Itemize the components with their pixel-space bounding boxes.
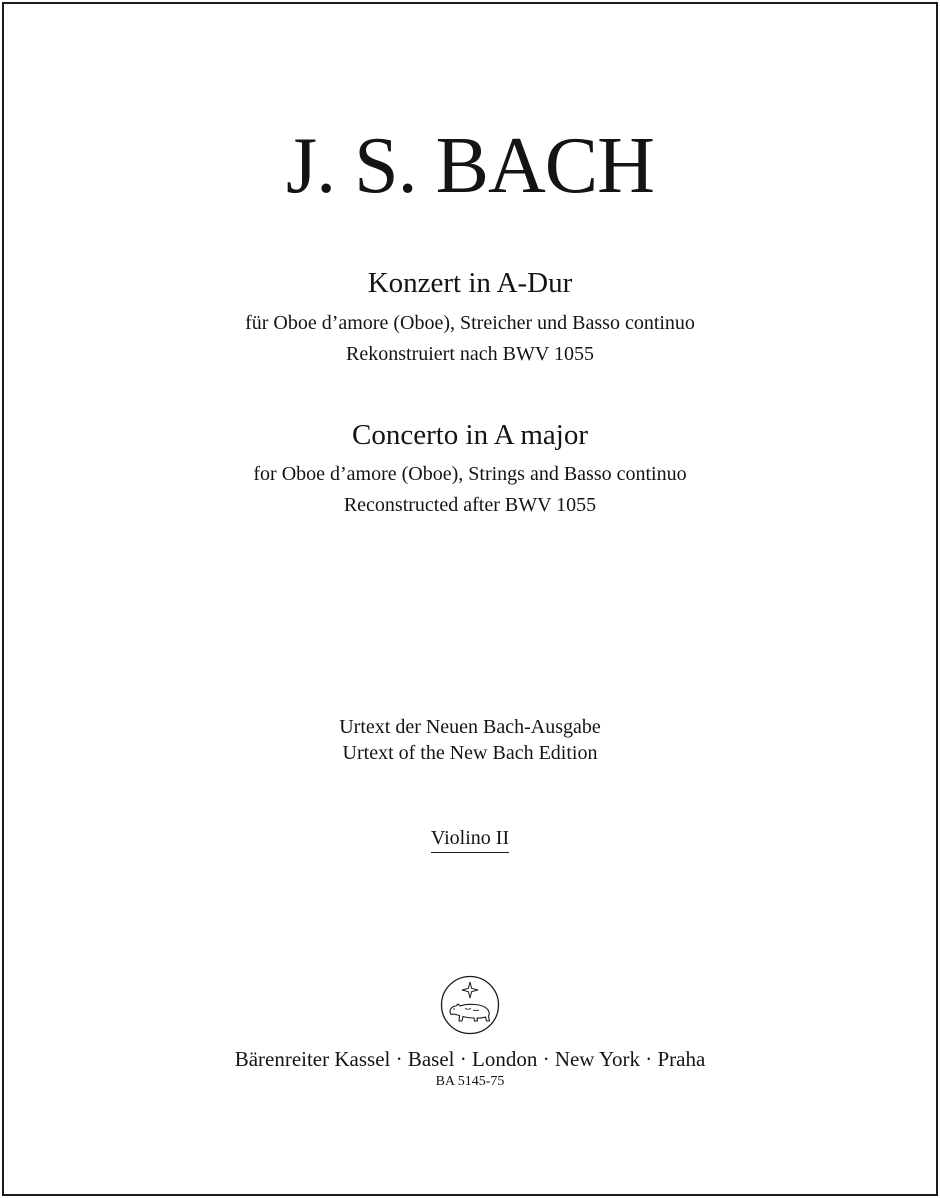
- reconstruction-german: Rekonstruiert nach BWV 1055: [346, 343, 594, 365]
- edition-german: Urtext der Neuen Bach-Ausgabe: [339, 716, 601, 738]
- part-label: Violino II: [431, 825, 509, 853]
- reconstruction-english: Reconstructed after BWV 1055: [343, 494, 597, 516]
- publisher-cities: Bärenreiter Kassel · Basel · London · New York · Praha: [234, 1047, 706, 1071]
- subtitle-english: for Oboe d’amore (Oboe), Strings and Basso continuo: [253, 463, 687, 485]
- composer-name: J. S. BACH: [286, 122, 654, 210]
- title-english: Concerto in A major: [352, 419, 588, 451]
- catalog-number: BA 5145-75: [435, 1074, 505, 1089]
- edition-english: Urtext of the New Bach Edition: [342, 742, 598, 764]
- title-german: Konzert in A-Dur: [367, 267, 573, 299]
- subtitle-german: für Oboe d’amore (Oboe), Streicher und Basso continuo: [245, 312, 695, 334]
- part-name: [0, 825, 940, 853]
- baerenreiter-bear-star-logo-icon: [440, 975, 500, 1035]
